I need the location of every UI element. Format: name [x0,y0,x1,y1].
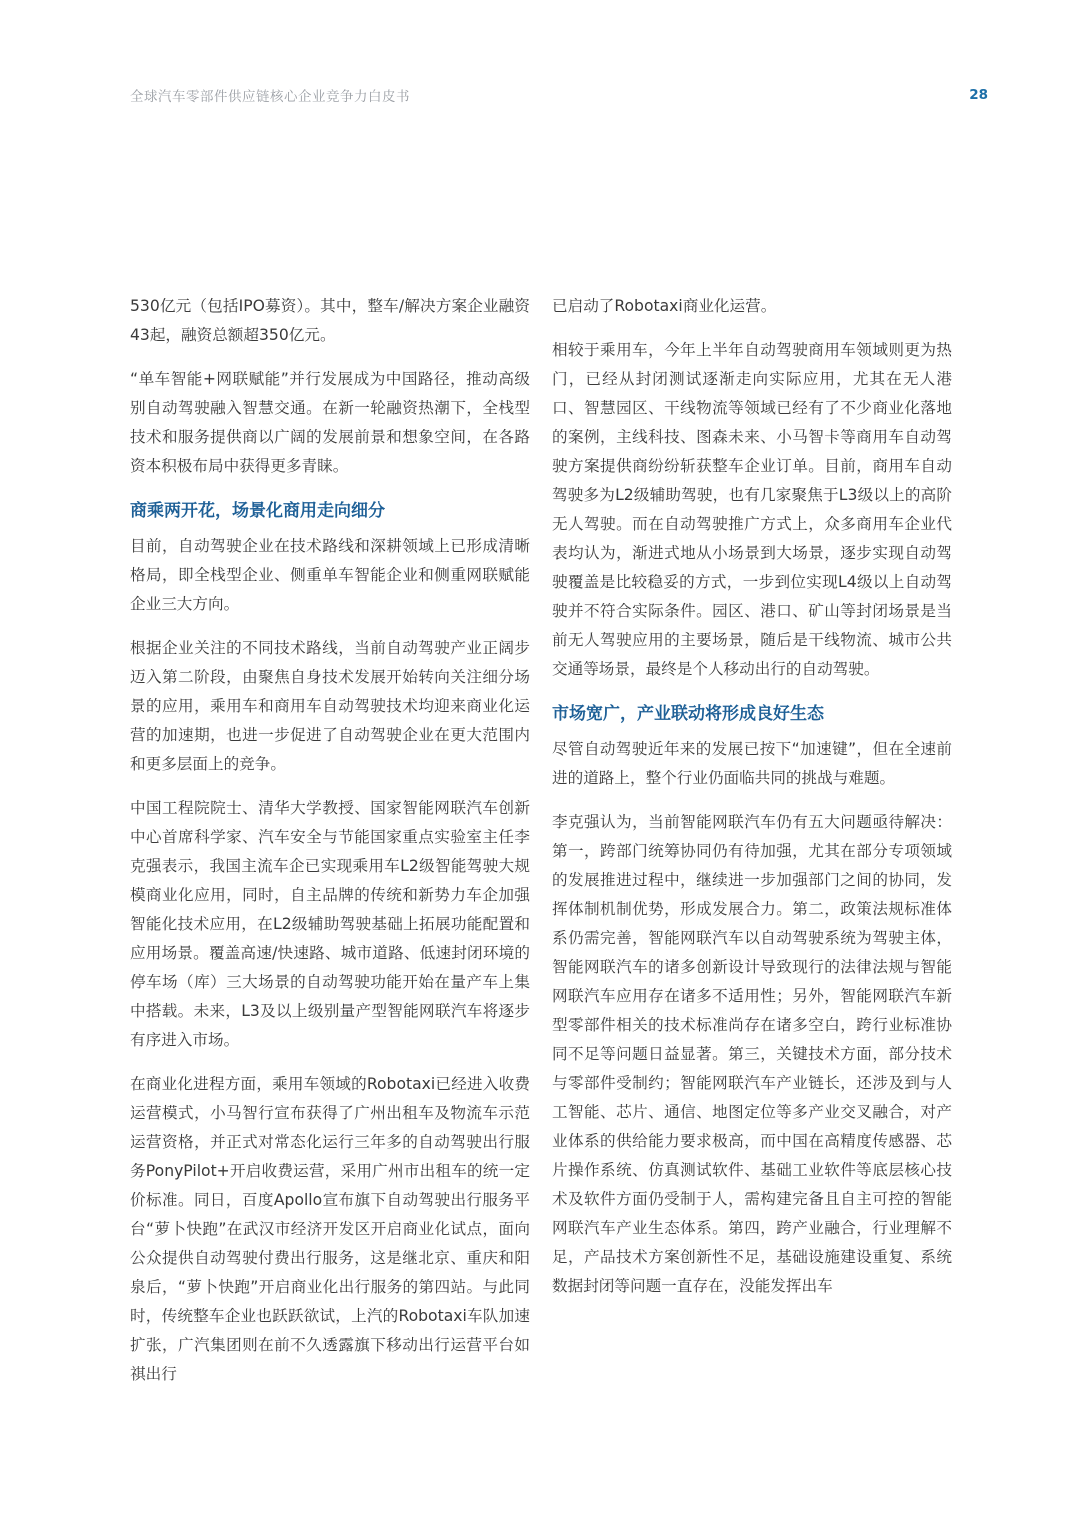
left-column [130,292,530,1404]
document-title: 全球汽车零部件供应链核心企业竞争力白皮书 [130,89,410,105]
paragraph: 已启动了Robotaxi商业化运营。 [552,297,777,315]
paragraph: 尽管自动驾驶近年来的发展已按下“加速键”，但在全速前进的道路上，整个行业仍面临共同的挑战与难题。 [552,740,952,787]
paragraph: 李克强认为，当前智能网联汽车仍有五大问题亟待解决：第一，跨部门统筹协同仍有待加强，尤其在部分专项领域的发展推进过程中，继续进一步加强部门之间的协同，发挥体制机制优势，形成发展合力。第二，政策法规标准体系仍需完善，智能网联汽车以自动驾驶系统为驾驶主体，智能网联汽车的诸多创新设计导致现行的法律法规与智能网联汽车应用存在诸多不适用性；另外，智能网联汽车新型零部件相关的技术标准尚存在诸多空白，跨行业标准协同不足等问题日益显著。第三，关键技术方面，部分技术与零部件受制约；智能网联汽车产业链长，还涉及到与人工智能、芯片、通信、地图定位等多产业交叉融合，对产业体系的供给能力要求极高，而中国在高精度传感器、芯片操作系统、仿真测试软件、基础工业软件等底层核心技术及软件方面仍受制于人，需构建完备且自主可控的智能网联汽车产业生态体系。第四，跨产业融合，行业理解不足，产品技术方案创新性不足，基础设施建设重复、系统数据封闭等问题一直存在，没能发挥出车 [552,813,952,1295]
section-heading: 商乘两开花，场景化商用走向细分 [130,501,385,521]
paragraph: 530亿元（包括IPO募资）。其中，整车/解决方案企业融资43起，融资总额超350亿元。 [130,297,530,344]
right-column [552,292,952,1316]
paragraph: 中国工程院院士、清华大学教授、国家智能网联汽车创新中心首席科学家、汽车安全与节能国家重点实验室主任李克强表示，我国主流车企已实现乘用车L2级智能驾驶大规模商业化应用，同时，自主品牌的传统和新势力车企加强智能化技术应用，在L2级辅助驾驶基础上拓展功能配置和应用场景。覆盖高速/快速路、城市道路、低速封闭环境的停车场（库）三大场景的自动驾驶功能开始在量产车上集中搭载。未来，L3及以上级别量产型智能网联汽车将逐步有序进入市场。 [130,799,530,1049]
paragraph: 相较于乘用车，今年上半年自动驾驶商用车领域则更为热门，已经从封闭测试逐渐走向实际应用，尤其在无人港口、智慧园区、干线物流等领域已经有了不少商业化落地的案例，主线科技、图森未来、小马智卡等商用车自动驾驶方案提供商纷纷斩获整车企业订单。目前，商用车自动驾驶多为L2级辅助驾驶，也有几家聚焦于L3级以上的高阶无人驾驶。而在自动驾驶推广方式上，众多商用车企业代表均认为，渐进式地从小场景到大场景，逐步实现自动驾驶覆盖是比较稳妥的方式，一步到位实现L4级以上自动驾驶并不符合实际条件。园区、港口、矿山等封闭场景是当前无人驾驶应用的主要场景，随后是干线物流、城市公共交通等场景，最终是个人移动出行的自动驾驶。 [552,341,952,678]
paragraph: 根据企业关注的不同技术路线，当前自动驾驶产业正阔步迈入第二阶段，由聚焦自身技术发展开始转向关注细分场景的应用，乘用车和商用车自动驾驶技术均迎来商业化运营的加速期，也进一步促进了自动驾驶企业在更大范围内和更多层面上的竞争。 [130,639,530,773]
running-header [130,84,988,106]
paragraph: 在商业化进程方面，乘用车领域的Robotaxi已经进入收费运营模式，小马智行宣布获得了广州出租车及物流车示范运营资格，并正式对常态化运行三年多的自动驾驶出行服务PonyPilot+开启收费运营，采用广州市出租车的统一定价标准。同日，百度Apollo宣布旗下自动驾驶出行服务平台“萝卜快跑”在武汉市经济开发区开启商业化试点，面向公众提供自动驾驶付费出行服务，这是继北京、重庆和阳泉后，“萝卜快跑”开启商业化出行服务的第四站。与此同时，传统整车企业也跃跃欲试，上汽的Robotaxi车队加速扩张，广汽集团则在前不久透露旗下移动出行运营平台如祺出行 [130,1075,530,1383]
page-number: 28 [969,87,988,103]
paragraph: 目前，自动驾驶企业在技术路线和深耕领域上已形成清晰格局，即全栈型企业、侧重单车智能企业和侧重网联赋能企业三大方向。 [130,537,530,613]
paragraph: “单车智能+网联赋能”并行发展成为中国路径，推动高级别自动驾驶融入智慧交通。在新一轮融资热潮下，全栈型技术和服务提供商以广阔的发展前景和想象空间，在各路资本积极布局中获得更多青睐。 [130,370,530,475]
section-heading: 市场宽广，产业联动将形成良好生态 [552,704,824,724]
